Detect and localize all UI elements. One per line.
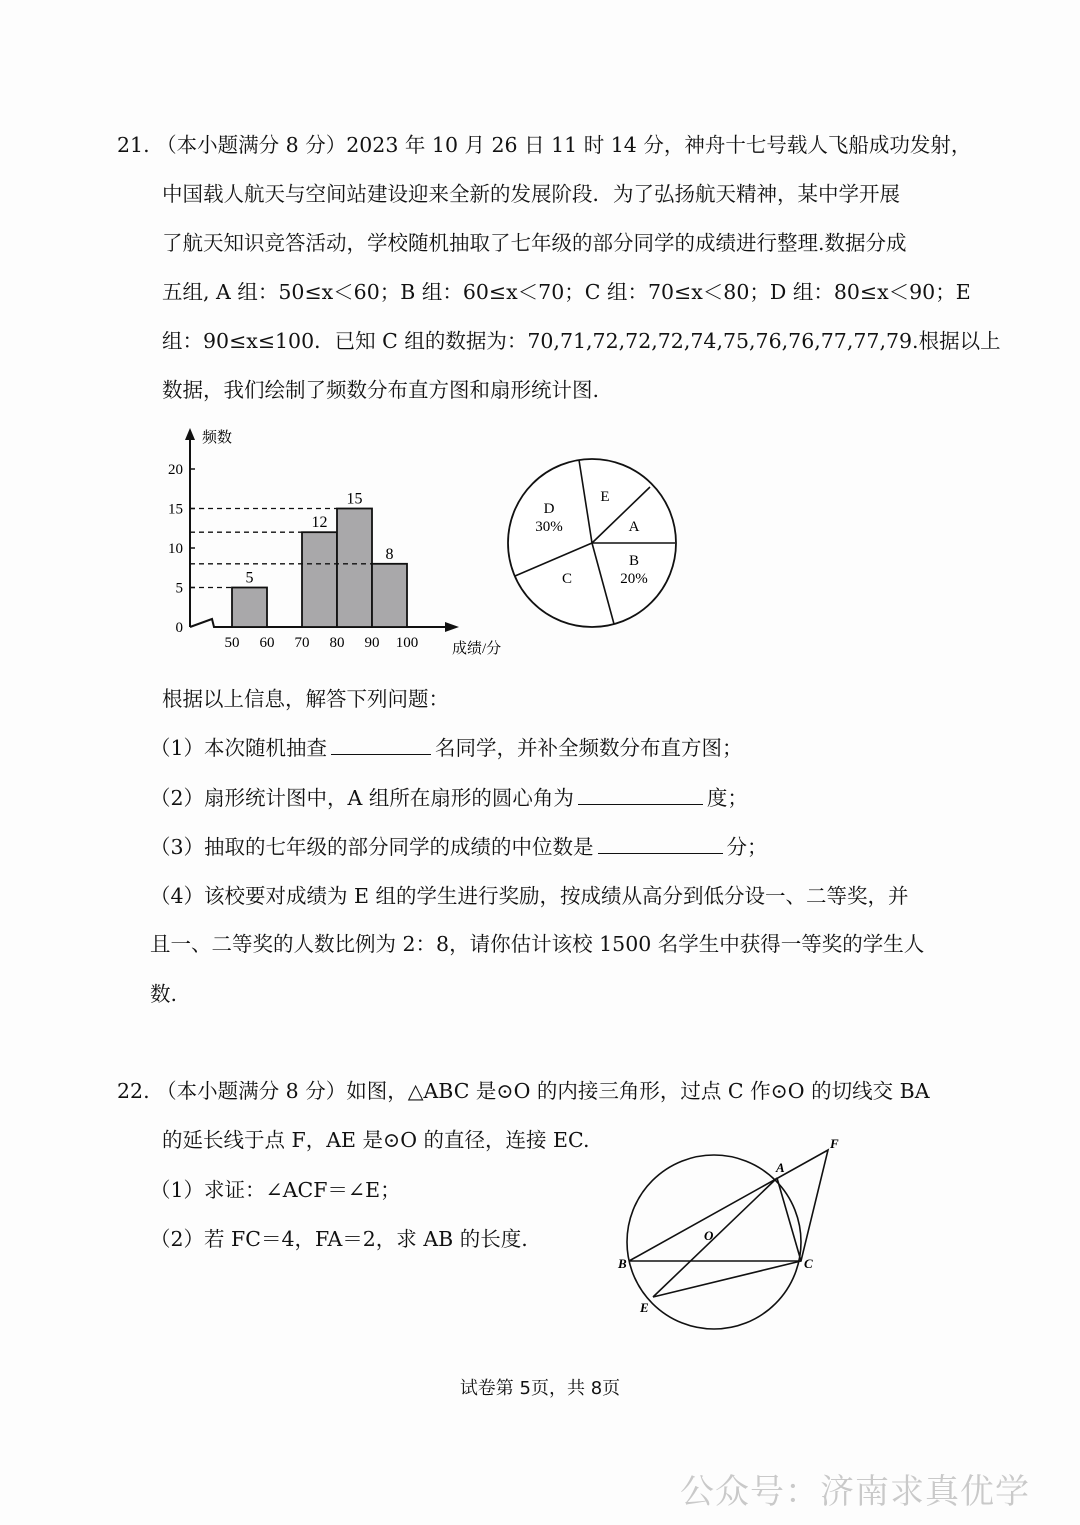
text: 名同学，并补全频数分布直方图； xyxy=(435,736,743,760)
text: 度； xyxy=(706,786,748,810)
q21-line: 数据，我们绘制了频数分布直方图和扇形统计图. xyxy=(162,378,600,402)
text: （2）扇形统计图中，A 组所在扇形的圆心角为 xyxy=(150,786,574,810)
label-b: B xyxy=(618,1256,627,1271)
pie-slice-percent: 30% xyxy=(535,519,563,535)
pie-slice-label: A xyxy=(628,519,640,535)
histogram-bar xyxy=(337,509,372,628)
text: （3）抽取的七年级的部分同学的成绩的中位数是 xyxy=(150,835,594,859)
histogram-bar xyxy=(302,532,337,627)
bar-label: 12 xyxy=(311,514,328,532)
q21-part4: 且一、二等奖的人数比例为 2：8，请你估计该校 1500 名学生中获得一等奖的学生人 xyxy=(150,932,925,956)
answer-blank[interactable] xyxy=(598,833,723,854)
label-e: E xyxy=(640,1300,649,1315)
watermark: 公众号：济南求真优学 xyxy=(680,1472,1030,1512)
pie-slice-label: E xyxy=(600,489,610,505)
q22-line: 的延长线于点 F，AE 是⊙O 的直径，连接 EC. xyxy=(162,1128,590,1152)
q22-line: （2）若 FC＝4，FA＝2，求 AB 的长度. xyxy=(150,1227,528,1251)
q21-line: 五组, A 组：50≤x＜60；B 组：60≤x＜70；C 组：70≤x＜80；D 组：80≤x＜90；E xyxy=(162,280,971,304)
bar-label: 5 xyxy=(245,569,254,587)
x-tick-label: 60 xyxy=(259,635,275,651)
page-footer: 试卷第 5页，共 8页 xyxy=(459,1378,621,1399)
text: 分； xyxy=(726,835,768,859)
x-tick-label: 50 xyxy=(224,635,240,651)
label-f: F xyxy=(830,1136,839,1151)
histogram-bar xyxy=(372,564,407,627)
label-a: A xyxy=(776,1160,785,1175)
q21-line: 了航天知识竞答活动，学校随机抽取了七年级的部分同学的成绩进行整理.数据分成 xyxy=(162,231,907,255)
pie-chart xyxy=(500,450,690,640)
bar-label: 8 xyxy=(385,545,394,563)
x-tick-label: 90 xyxy=(364,635,380,651)
histogram-bar xyxy=(232,588,267,628)
y-tick-label: 15 xyxy=(168,501,183,518)
x-tick-label: 70 xyxy=(294,635,310,651)
x-axis-label: 成绩/分 xyxy=(452,641,502,657)
q21-line: 组：90≤x≤100．已知 C 组的数据为：70,71,72,72,72,74,75,76,76,77,77,79.根据以上 xyxy=(162,329,1001,353)
pie-slice-label: B xyxy=(628,553,640,569)
text: （1）本次随机抽查 xyxy=(150,736,328,760)
y-axis-arrow-icon xyxy=(185,428,195,440)
line-bf-bc xyxy=(629,1150,828,1261)
q21-part4: （4）该校要对成绩为 E 组的学生进行奖励，按成绩从高分到低分设一、二等奖，并 xyxy=(150,884,909,908)
pie-slice-label: D xyxy=(543,501,555,517)
x-tick-label: 100 xyxy=(395,635,419,651)
q21-part1 xyxy=(150,734,743,762)
x-axis-arrow-icon xyxy=(445,622,459,632)
q21-line: 中国载人航天与空间站建设迎来全新的发展阶段．为了弘扬航天精神，某中学开展 xyxy=(162,182,900,206)
answer-blank[interactable] xyxy=(331,734,431,755)
y-axis-label: 频数 xyxy=(202,430,233,446)
answer-blank[interactable] xyxy=(578,784,703,805)
q21-part4: 数. xyxy=(150,982,178,1006)
q21-part3 xyxy=(150,833,768,861)
y-tick-label: 10 xyxy=(168,541,183,557)
x-tick-label: 80 xyxy=(329,635,345,651)
q21-part2 xyxy=(150,784,748,812)
q22-line: 22. （本小题满分 8 分）如图，△ABC 是⊙O 的内接三角形，过点 C 作⊙O 的切线交 BA xyxy=(117,1079,930,1103)
label-o: O xyxy=(704,1228,714,1243)
q21-line: 21. （本小题满分 8 分）2023 年 10 月 26 日 11 时 14 分，神舟十七号载人飞船成功发射， xyxy=(117,133,972,157)
y-tick-label: 5 xyxy=(175,580,183,597)
y-tick-label: 20 xyxy=(168,462,183,478)
pie-slice-percent: 20% xyxy=(620,571,648,587)
q21-intro: 根据以上信息，解答下列问题： xyxy=(162,687,449,711)
y-tick-label: 0 xyxy=(175,620,183,636)
pie-slice-label: C xyxy=(561,571,573,587)
q22-line: （1）求证：∠ACF＝∠E； xyxy=(150,1178,401,1202)
bar-label: 15 xyxy=(346,490,363,508)
label-c: C xyxy=(804,1256,813,1271)
histogram xyxy=(150,420,530,670)
line-ec xyxy=(653,1261,801,1297)
geometry-figure xyxy=(600,1130,860,1330)
